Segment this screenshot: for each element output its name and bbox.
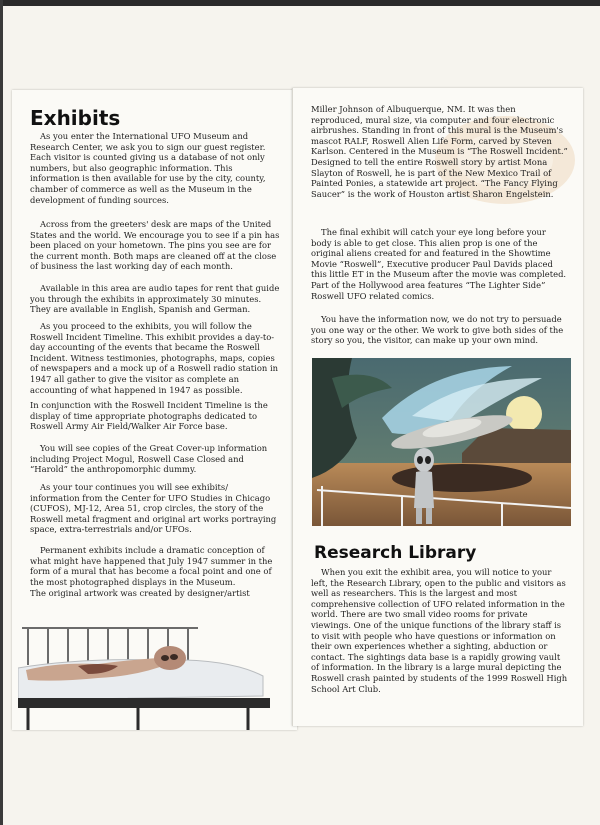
research-library-paragraph: When you exit the exhibit area, you will notice to your left, the Research Library, open to the public and visitors as well as researchers. This is the largest and most comprehensive collection of UFO related information in the world. There are two small video rooms for private viewings. One of the unique functions of the library staff is to visit with people who have questions or information on their own experiences whether a sighting, abduction or contact. The sightings data base is a rapidly growing vault of information. In the library is a large mural depicting the Roswell crash painted by students of the 1999 Roswell High School Art Club.	[311, 567, 568, 694]
exhibits-paragraph-6: You will see copies of the Great Cover-up information including Project Mogul, Roswell Case Closed and “Harold” the anthropomorphic dummy.	[30, 443, 268, 475]
exhibits-paragraph-3: Available in this area are audio tapes for rent that guide you through the exhibits in approximately 30 minutes. They are available in English, Spanish and German.	[30, 283, 280, 315]
scan-edge-left	[0, 0, 3, 825]
exhibits-paragraph-4: As you proceed to the exhibits, you will follow the Roswell Incident Timeline. This exhibit provides a day-to-day accounting of the events that became the Roswell Incident. Witness testimonies, photographs, maps, copies of newspapers and a mock up of a Roswell radio station in 1947 all gather to give the visitor as complete an accounting of what happened in 1947 as possible.	[30, 321, 279, 395]
exhibits-paragraph-2: Across from the greeters' desk are maps of the United States and the world. We encourage you to see if a pin has been placed on your hometown. The pins you see are for the current month. Both maps are cleaned off at the close of business the last working day of each month.	[30, 219, 280, 272]
roswell-crash-mural-photo	[312, 358, 571, 526]
exhibits-heading: Exhibits	[30, 106, 121, 130]
exhibits-paragraph-5: In conjunction with the Roswell Incident Timeline is the display of time appropriate photographs dedicated to Roswell Army Air Field/Walker Air Force base.	[30, 400, 268, 432]
alien-on-gurney-photo	[18, 620, 270, 730]
exhibits-continued-paragraph-3: You have the information now, we do not try to persuade you one way or the other. We work to give both sides of the story so you, the visitor, can make up your own mind.	[311, 314, 564, 346]
exhibits-continued-paragraph-2: The final exhibit will catch your eye long before your body is able to get close. This alien prop is one of the original aliens created for and featured in the Showtime Movie “Roswell”, Executive producer Paul Davids placed this little ET in the Museum after the movie was completed. Part of the Hollywood area features “The Lighter Side” Roswell UFO related comics.	[311, 227, 567, 301]
exhibits-paragraph-1: As you enter the International UFO Museum and Research Center, we ask you to sign our guest register. Each visitor is counted giving us a database of not only numbers, but also geographic information. This information is then available for use by the city, county, chamber of commerce as well as the Museum in the development of funding sources.	[30, 131, 266, 205]
exhibits-paragraph-8: Permanent exhibits include a dramatic conception of what might have happened that July 1947 summer in the form of a mural that has become a focal point and one of the most photographed displays in the Museum.	[30, 545, 273, 587]
research-library-heading: Research Library	[314, 543, 477, 563]
scan-edge-top	[0, 0, 600, 6]
exhibits-paragraph-9: The original artwork was created by designer/artist	[30, 588, 250, 598]
exhibits-continued-paragraph-1: Miller Johnson of Albuquerque, NM. It was then reproduced, mural size, via computer and four electronic airbrushes. Standing in front of this mural is the Museum's mascot RALF, Roswell Alien Life Form, carved by Steven Karlson. Centered in the Museum is “The Roswell Incident.” Designed to tell the entire Roswell story by artist Mona Slayton of Roswell, he is part of the New Mexico Trail of Painted Ponies, a statewide art project. “The Fancy Flying Saucer” is the work of Houston artist Sharon Engelstein.	[311, 104, 568, 199]
exhibits-paragraph-7: As your tour continues you will see exhibits/ information from the Center for UFO Studies in Chicago (CUFOS), MJ-12, Area 51, crop circles, the story of the Roswell metal fragment and original art works portraying space, extra-terrestrials and/or UFOs.	[30, 482, 277, 535]
